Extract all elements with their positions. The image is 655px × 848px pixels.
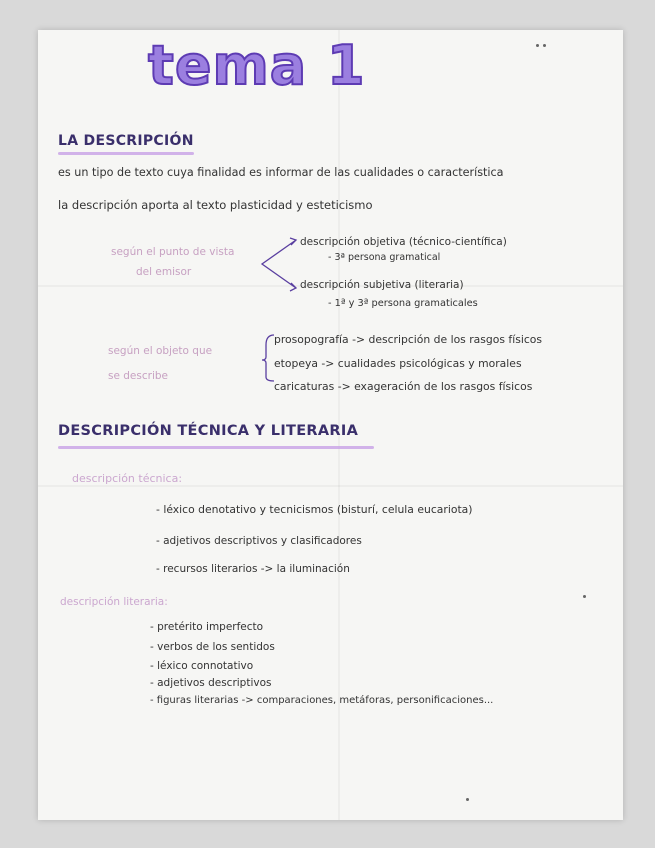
heading-underline (58, 446, 374, 449)
group-item: descripción objetiva (técnico-científica) (300, 236, 507, 248)
heading-underline (58, 152, 194, 155)
group-item: prosopografía -> descripción de los rasgos físicos (274, 333, 543, 346)
intro-line: es un tipo de texto cuya finalidad es informar de las cualidades o característica (58, 166, 504, 179)
group-item: - 3ª persona gramatical (328, 252, 441, 263)
section-heading: DESCRIPCIÓN TÉCNICA Y LITERARIA (58, 423, 359, 439)
group-item: - 1ª y 3ª persona gramaticales (328, 298, 478, 309)
group-item: descripción subjetiva (literaria) (300, 279, 464, 291)
list-item: - pretérito imperfecto (150, 621, 264, 633)
paper-speck (536, 44, 539, 47)
paper-speck (466, 798, 469, 801)
list-item: - léxico connotativo (150, 660, 254, 672)
group-label: del emisor (136, 266, 192, 278)
group-label: según el objeto que (108, 345, 213, 357)
section-heading: LA DESCRIPCIÓN (58, 133, 194, 149)
subsection-label: descripción técnica: (72, 472, 183, 485)
bracket-arrow-icon (260, 238, 300, 294)
list-item: - recursos literarios -> la iluminación (156, 563, 350, 575)
list-item: - léxico denotativo y tecnicismos (bisturí, celula eucariota) (156, 503, 473, 516)
notebook-page (38, 30, 623, 820)
list-item: - figuras literarias -> comparaciones, metáforas, personificaciones... (150, 695, 494, 706)
list-item: - adjetivos descriptivos (150, 677, 272, 689)
list-item: - adjetivos descriptivos y clasificadores (156, 535, 362, 547)
group-item: etopeya -> cualidades psicológicas y morales (274, 357, 522, 370)
list-item: - verbos de los sentidos (150, 641, 275, 653)
paper-speck (583, 595, 586, 598)
group-item: caricaturas -> exageración de los rasgos físicos (274, 380, 533, 393)
paper-speck (543, 44, 546, 47)
subsection-label: descripción literaria: (60, 596, 168, 608)
intro-line: la descripción aporta al texto plasticidad y esteticismo (58, 198, 373, 212)
page-title: tema 1 (148, 34, 366, 97)
group-label: según el punto de vista (111, 246, 235, 258)
group-label: se describe (108, 370, 168, 382)
paper-crease (38, 485, 623, 487)
